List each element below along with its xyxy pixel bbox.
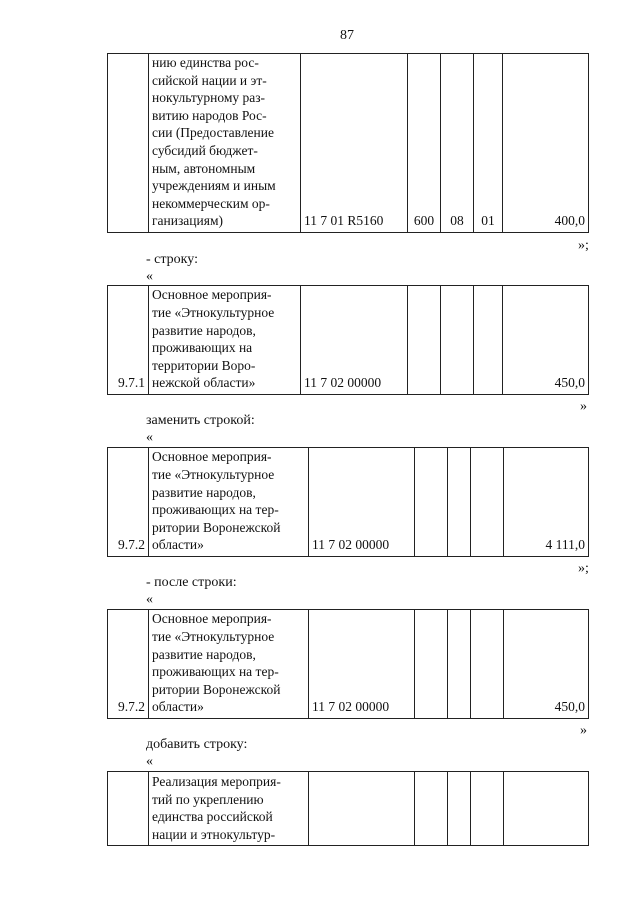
row-name-cell xyxy=(149,54,301,233)
row-number-cell xyxy=(108,772,149,846)
budget-code-cell: 11 7 01 R5160 xyxy=(301,54,408,233)
amount-cell: 400,0 xyxy=(503,54,589,233)
row-number-cell: 9.7.2 xyxy=(108,610,149,719)
name-line: нации и этнокультур- xyxy=(152,826,276,842)
section-cell xyxy=(448,610,471,719)
section-cell: 08 xyxy=(441,54,474,233)
name-line: субсидий бюджет- xyxy=(152,143,258,159)
subsection-cell: 01 xyxy=(474,54,503,233)
instruction-text: добавить строку: xyxy=(146,737,248,752)
instruction-text: - после строки: xyxy=(146,575,237,590)
name-line: некоммерческим ор- xyxy=(152,195,270,211)
name-line: тие «Этнокультурное xyxy=(152,467,275,483)
expense-type-cell xyxy=(415,448,448,557)
expense-type-cell: 600 xyxy=(408,54,441,233)
name-line: развитие народов, xyxy=(152,484,256,500)
name-line: Основное мероприя- xyxy=(152,449,272,465)
opening-quote: « xyxy=(146,592,153,607)
name-line: учреждениям и иным xyxy=(152,178,276,194)
name-line: Основное мероприя- xyxy=(152,287,272,303)
instruction-text: заменить строкой: xyxy=(146,413,255,428)
section-cell xyxy=(448,772,471,846)
amount-cell: 4 111,0 xyxy=(504,448,589,557)
row-number-cell: 9.7.2 xyxy=(108,448,149,557)
name-line: сии (Предоставление xyxy=(152,125,274,141)
closing-quote: »; xyxy=(578,238,589,253)
budget-code-cell: 11 7 02 00000 xyxy=(309,610,415,719)
subsection-cell xyxy=(474,286,503,395)
budget-table-5 xyxy=(107,771,589,846)
row-name-cell xyxy=(149,772,309,846)
row-number-cell xyxy=(108,54,149,233)
name-line: тие «Этнокультурное xyxy=(152,305,275,321)
name-line: тие «Этнокультурное xyxy=(152,629,275,645)
name-line: развитие народов, xyxy=(152,646,256,662)
name-line: ритории Воронежской xyxy=(152,681,281,697)
opening-quote: « xyxy=(146,430,153,445)
amount-cell: 450,0 xyxy=(503,286,589,395)
name-line: Реализация мероприя- xyxy=(152,774,281,789)
subsection-cell xyxy=(471,610,504,719)
closing-quote: » xyxy=(580,723,587,738)
expense-type-cell xyxy=(415,772,448,846)
name-line: проживающих на тер- xyxy=(152,664,279,680)
name-line: ным, автономным xyxy=(152,160,256,176)
name-line: нежской области» xyxy=(152,375,256,391)
amount-cell xyxy=(504,772,589,846)
name-line: развитие народов, xyxy=(152,322,256,338)
name-line: ганизациям) xyxy=(152,213,224,229)
budget-table-2 xyxy=(107,285,589,395)
closing-quote: »; xyxy=(578,561,589,576)
budget-table-4 xyxy=(107,609,589,719)
name-line: проживающих на тер- xyxy=(152,502,279,518)
name-line: единства российской xyxy=(152,809,273,825)
row-name-cell xyxy=(149,610,309,719)
name-line: витию народов Рос- xyxy=(152,107,267,123)
subsection-cell xyxy=(471,772,504,846)
name-line: нию единства рос- xyxy=(152,55,259,71)
name-line: территории Воро- xyxy=(152,357,256,373)
amount-cell: 450,0 xyxy=(504,610,589,719)
name-line: нокультурному раз- xyxy=(152,90,266,106)
name-line: тий по укреплению xyxy=(152,791,264,807)
name-line: Основное мероприя- xyxy=(152,611,272,627)
row-number-cell: 9.7.1 xyxy=(108,286,149,395)
name-line: сийской нации и эт- xyxy=(152,72,267,88)
budget-table-3 xyxy=(107,447,589,557)
name-line: области» xyxy=(152,699,204,715)
budget-code-cell xyxy=(309,772,415,846)
budget-table-1 xyxy=(107,53,589,233)
budget-code-cell: 11 7 02 00000 xyxy=(309,448,415,557)
section-cell xyxy=(441,286,474,395)
name-line: области» xyxy=(152,537,204,553)
opening-quote: « xyxy=(146,269,153,284)
row-name-cell xyxy=(149,286,301,395)
budget-code-cell: 11 7 02 00000 xyxy=(301,286,408,395)
instruction-text: - строку: xyxy=(146,252,198,267)
opening-quote: « xyxy=(146,754,153,769)
closing-quote: » xyxy=(580,399,587,414)
expense-type-cell xyxy=(415,610,448,719)
row-name-cell xyxy=(149,448,309,557)
section-cell xyxy=(448,448,471,557)
name-line: ритории Воронежской xyxy=(152,519,281,535)
name-line: проживающих на xyxy=(152,340,253,356)
expense-type-cell xyxy=(408,286,441,395)
subsection-cell xyxy=(471,448,504,557)
page-number: 87 xyxy=(340,28,354,43)
